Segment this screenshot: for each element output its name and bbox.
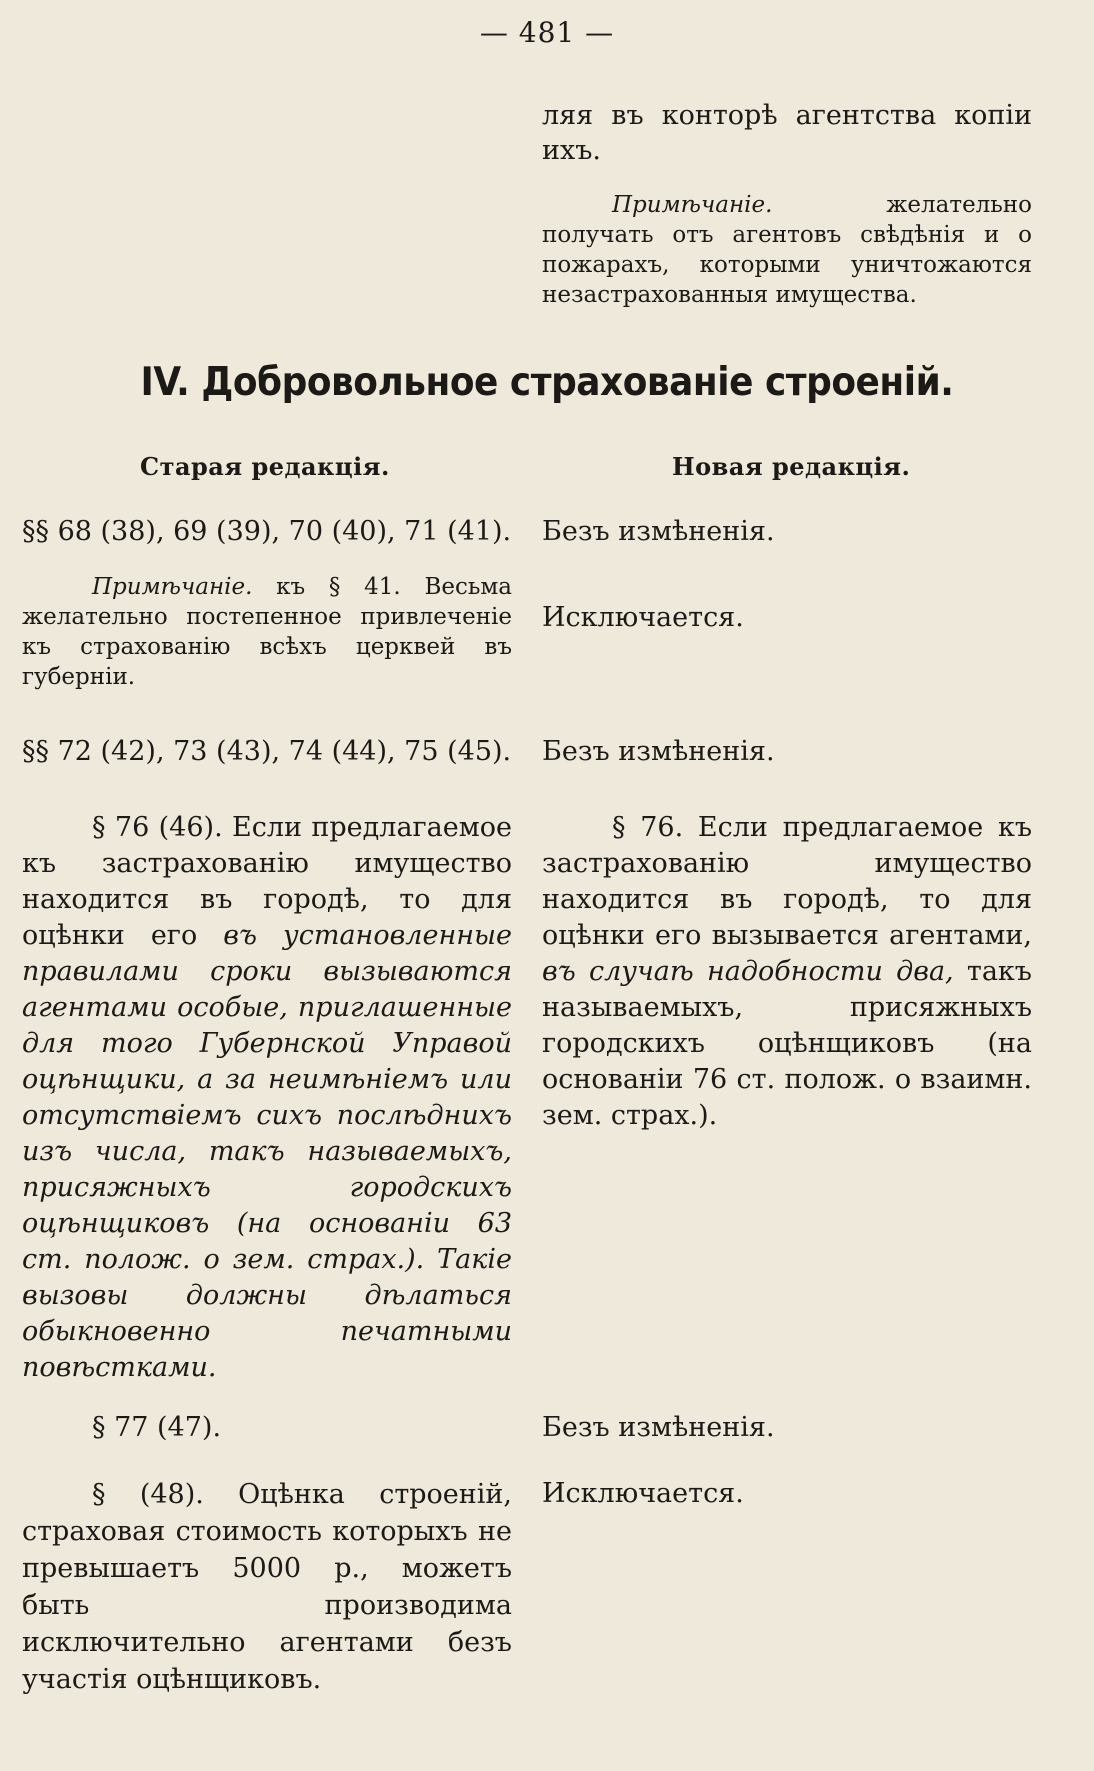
new-edition-label: Новая редакція.	[672, 452, 911, 481]
row2-right: Исключается.	[542, 602, 744, 633]
old-edition-label: Старая редакція.	[140, 452, 390, 481]
row3-right: Безъ измѣненія.	[542, 736, 775, 767]
note-text: желательно получать отъ агентовъ свѣдѣнія и о пожарахъ, которыми уничтожаются незастрахованныя имущества.	[542, 192, 1032, 308]
row3-left: §§ 72 (42), 73 (43), 74 (44), 75 (45).	[22, 736, 512, 767]
row6-right: Исключается.	[542, 1478, 744, 1509]
row4-left: § 76 (46). Если предлагаемое къ застрахованію имущество находится въ городѣ, то для оцѣнки его въ установленные правилами сроки вызываются агентами особые, приглашенные для того Губернской Управой оцѣнщики, а за неимѣніемъ или отсутствіемъ сихъ послѣднихъ изъ числа, такъ называемыхъ, присяжныхъ городскихъ оцѣнщиковъ (на основаніи 63 ст. полож. о зем. страх.). Такіе вызовы должны дѣлаться обыкновенно печатными повѣстками.	[22, 812, 512, 1383]
row6-left: § (48). Оцѣнка строеній, страховая стоимость которыхъ не превышаетъ 5000 р., можетъ быть производима исключительно агентами безъ участія оцѣнщиковъ.	[22, 1479, 512, 1695]
row5-left: § 77 (47).	[92, 1412, 222, 1443]
row4-right: § 76. Если предлагаемое къ застрахованію имущество находится въ городѣ, то для оцѣнки его вызывается агентами, въ случаѣ надобности два, такъ называемыхъ, присяжныхъ городскихъ оцѣнщиковъ (на основаніи 76 ст. полож. о взаимн. зем. страх.).	[542, 812, 1032, 1131]
row5-right: Безъ измѣненія.	[542, 1412, 775, 1443]
row1-left: §§ 68 (38), 69 (39), 70 (40), 71 (41).	[22, 516, 512, 547]
section-heading: IV. Добровольное страхованіе строеній.	[140, 360, 954, 405]
note-paragraph	[542, 190, 1032, 310]
page-number: — 481 —	[479, 16, 615, 49]
row2-left: Примѣчаніе. къ § 41. Весьма желательно постепенное привлеченіе къ страхованію всѣхъ церквей въ губерніи.	[22, 574, 512, 690]
continuation-text: ляя въ конторѣ агентства копіи ихъ.	[542, 100, 1032, 166]
note-label: Примѣчаніе.	[612, 192, 773, 218]
row1-right: Безъ измѣненія.	[542, 516, 775, 547]
top-right-block	[542, 98, 1032, 332]
